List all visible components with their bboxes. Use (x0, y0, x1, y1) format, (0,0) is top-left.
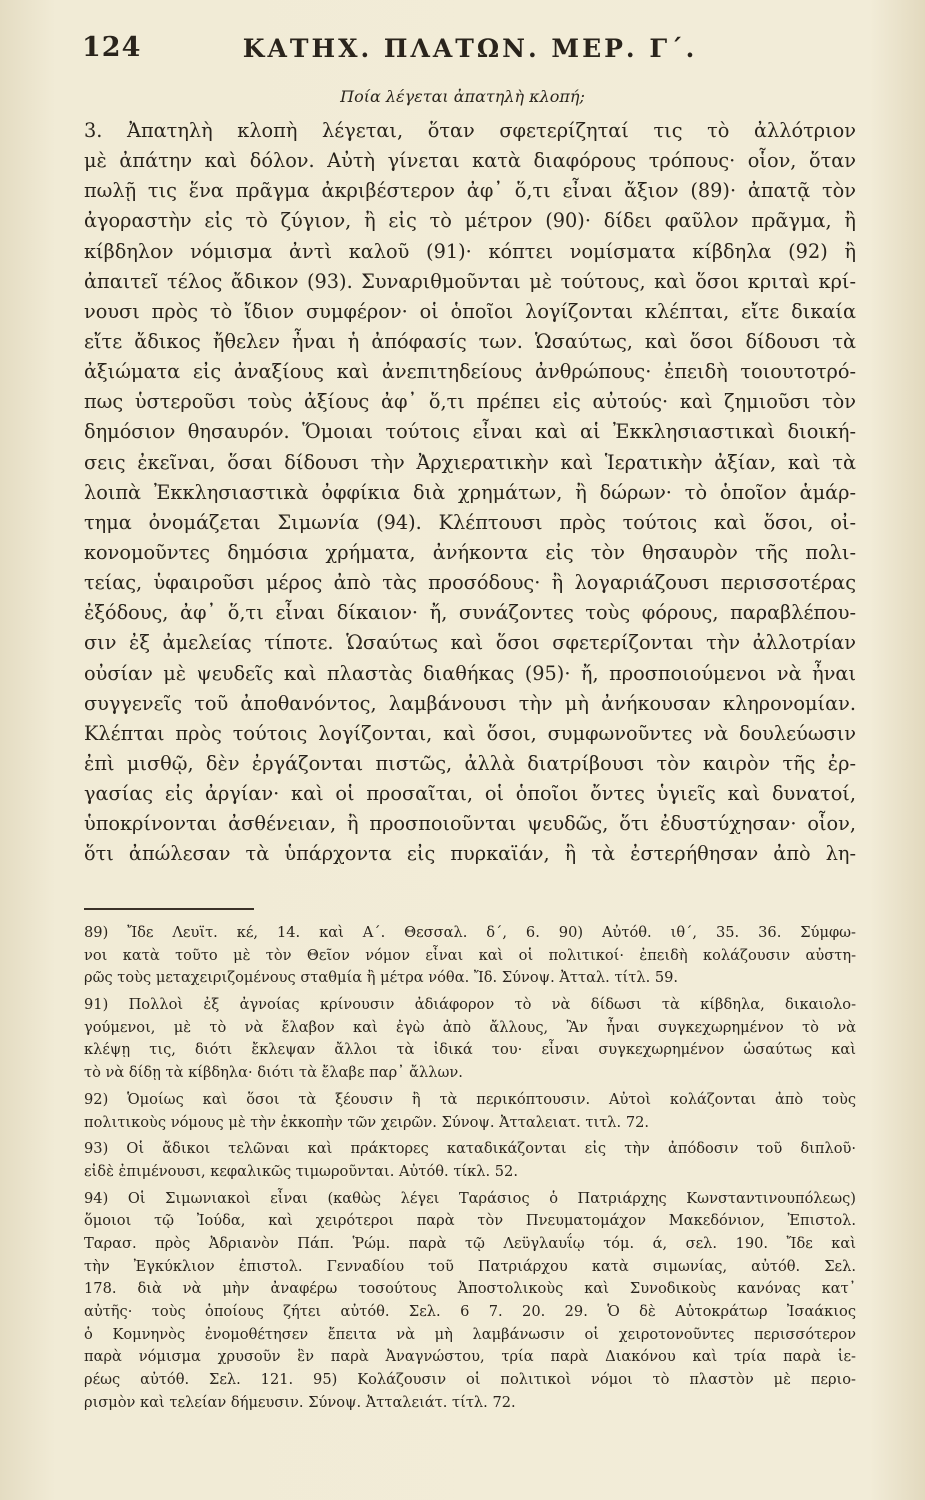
footnote-line: Ταρασ. πρὸς Ἀδριανὸν Πάπ. Ῥώμ. παρὰ τῷ Λεϋγλαυΐῳ τόμ. ά, σελ. 190. Ἴδε καὶ (84, 1234, 856, 1252)
footnote-line: 94) Οἱ Σιμωνιακοὶ εἶναι (καθὼς λέγει Ταράσιος ὁ Πατριάρχης Κωνσταντινουπόλεως) (84, 1189, 856, 1207)
body-line: ἐξόδους, ἀφ᾿ ὅ,τι εἶναι δίκαιον· ἤ, συνάζοντες τοὺς φόρους, παραβλέπου- (84, 601, 856, 625)
body-line: συγγενεῖς τοῦ ἀποθανόντος, λαμβάνουσι τὴν μὴ ἀνήκουσαν κληρονομίαν. (84, 691, 856, 715)
footnote-rule (84, 908, 254, 910)
footnote-line: 93) Οἱ ἄδικοι τελῶναι καὶ πράκτορες καταδικάζονται εἰς τὴν ἀπόδοσιν τοῦ διπλοῦ· (84, 1140, 856, 1158)
footnote-line: νοι κατὰ τοῦτο μὲ τὸν Θεῖον νόμον εἶναι καὶ οἱ πολιτικοί· ἐπειδὴ κολάζουσιν αὐστη- (84, 946, 856, 964)
main-text (84, 116, 856, 870)
running-title: ΚΑΤΗΧ. ΠΛΑΤΩΝ. ΜΕΡ. Γ΄. (242, 34, 698, 63)
body-line: Κλέπται πρὸς τούτοις λογίζονται, καὶ ὅσοι, συμφωνοῦντες νὰ δουλεύωσιν (84, 721, 856, 745)
footnote-line: πολιτικοὺς νόμους μὲ τὴν ἐκκοπὴν τῶν χειρῶν. Σύνοψ. Ἀτταλειατ. τιτλ. 72. (84, 1113, 650, 1131)
footnote-line: ρισμὸν καὶ τελείαν δήμευσιν. Σύνοψ. Ἀτταλειάτ. τίτλ. 72. (84, 1393, 516, 1411)
footnote-91 (84, 994, 856, 1085)
footnote-line: 92) Ὁμοίως καὶ ὅσοι τὰ ξέουσιν ἢ τὰ περικόπτουσιν. Αὐτοὶ κολάζονται ἀπὸ τοὺς (84, 1090, 856, 1108)
footnote-line: ὅμοιοι τῷ Ἰούδα, καὶ χειρότεροι παρὰ τὸν Πνευματομάχον Μακεδόνιον, Ἐπιστολ. (84, 1212, 856, 1230)
body-line: κίβδηλον νόμισμα ἀντὶ καλοῦ (91)· κόπτει νομίσματα κίβδηλα (92) ἢ (84, 239, 856, 263)
body-line: πωλῇ τις ἕνα πρᾶγμα ἀκριβέστερον ἀφ᾿ ὅ,τι εἶναι ἄξιον (89)· ἀπατᾷ τὸν (84, 179, 856, 203)
body-line: δημόσιον θησαυρόν. Ὅμοιαι τούτοις εἶναι καὶ αἱ Ἐκκλησιαστικαὶ διοική- (84, 420, 856, 444)
body-line: τημα ὀνομάζεται Σιμωνία (94). Κλέπτουσι πρὸς τούτοις καὶ ὅσοι, οἰ- (84, 510, 856, 534)
footnote-line: γούμενοι, μὲ τὸ νὰ ἔλαβον καὶ ἐγὼ ἀπὸ ἄλλους, Ἂν ἦναι συγκεχωρημένον τὸ νὰ (84, 1018, 856, 1036)
body-line: λοιπὰ Ἐκκλησιαστικὰ ὀφφίκια διὰ χρημάτων, ἢ δώρων· τὸ ὁποῖον ἁμάρ- (84, 480, 856, 504)
footnote-line: εἰδὲ ἐπιμένουσι, κεφαλικῶς τιμωροῦνται. Αὐτόθ. τίκλ. 52. (84, 1162, 518, 1180)
footnote-line: τὸ νὰ δίδῃ τὰ κίβδηλα· διότι τὰ ἔλαβε παρ᾿ ἄλλων. (84, 1064, 463, 1082)
footnote-line: παρὰ νόμισμα χρυσοῦν ἓν παρὰ Ἀναγνώστου, τρία παρὰ Διακόνου καὶ τρία παρὰ ἱε- (84, 1348, 856, 1366)
footnote-line: ὁ Κομνηνὸς ἐνομοθέτησεν ἔπειτα νὰ μὴ λαμβάνωσιν οἱ χειροτονοῦντες περισσότερον (84, 1325, 856, 1343)
body-line: ἀξιώματα εἰς ἀναξίους καὶ ἀνεπιτηδείους ἀνθρώπους· ἐπειδὴ τοιουτοτρό- (84, 360, 856, 384)
body-line: ἀπαιτεῖ τέλος ἄδικον (93). Συναριθμοῦνται μὲ τούτους, καὶ ὅσοι κριταὶ κρί- (84, 269, 856, 293)
footnote-line: 178. διὰ νὰ μὴν ἀναφέρω τοσούτους Ἀποστολικοὺς καὶ Συνοδικοὺς κανόνας κατ᾿ (84, 1280, 856, 1298)
body-line: ὑποκρίνονται ἀσθένειαν, ἢ προσποιοῦνται ψευδῶς, ὅτι ἐδυστύχησαν· οἷον, (84, 812, 856, 836)
footnotes (84, 922, 856, 1414)
body-line: μὲ ἀπάτην καὶ δόλον. Αὐτὴ γίνεται κατὰ διαφόρους τρόπους· οἷον, ὅταν (84, 149, 856, 173)
body-line: ἐπὶ μισθῷ, δὲν ἐργάζονται πιστῶς, ἀλλὰ διατρίβουσι τὸν καιρὸν τῆς ἐρ- (84, 751, 856, 775)
body-line: ἀγοραστὴν εἰς τὸ ζύγιον, ἢ εἰς τὸ μέτρον (90)· δίδει φαῦλον πρᾶγμα, ἢ (84, 209, 856, 233)
body-line: κονομοῦντες δημόσια χρήματα, ἀνήκοντα εἰς τὸν θησαυρὸν τῆς πολι- (84, 540, 856, 564)
body-line: πως ὑστεροῦσι τοὺς ἀξίους ἀφ᾿ ὅ,τι πρέπει εἰς αὐτούς· καὶ ζημιοῦσι τὸν (84, 390, 856, 414)
footnote-line: 91) Πολλοὶ ἐξ ἀγνοίας κρίνουσιν ἀδιάφορον τὸ νὰ δίδωσι τὰ κίβδηλα, δικαιολο- (84, 996, 856, 1014)
footnote-line: τὴν Ἐγκύκλιον ἐπιστολ. Γενναδίου τοῦ Πατριάρχου κατὰ σιμωνίας, αὐτόθ. Σελ. (84, 1257, 856, 1275)
body-line: 3. Ἀπατηλὴ κλοπὴ λέγεται, ὅταν σφετερίζηταί τις τὸ ἀλλότριον (84, 119, 856, 142)
footnote-line: 89) Ἴδε Λευϊτ. κέ, 14. καὶ Α΄. Θεσσαλ. δ΄, 6. 90) Αὐτόθ. ιθ΄, 35. 36. Σύμφω- (84, 924, 856, 941)
body-line: σεις ἐκεῖναι, ὅσαι δίδουσι τὴν Ἀρχιερατικὴν καὶ Ἱερατικὴν ἀξίαν, καὶ τὰ (84, 450, 856, 474)
footnote-line: ρέως αὐτόθ. Σελ. 121. 95) Κολάζουσιν οἱ πολιτικοὶ νόμοι τὸ πλαστὸν μὲ περιο- (84, 1371, 856, 1389)
footnote-92 (84, 1089, 856, 1134)
footnote-94-95 (84, 1188, 856, 1415)
body-line: γασίας εἰς ἀργίαν· καὶ οἱ προσαῖται, οἱ ὁποῖοι ὄντες ὑγιεῖς καὶ δυνατοί, (84, 782, 856, 806)
footnote-line: αὐτῆς· τοὺς ὁποίους ζήτει αὐτόθ. Σελ. 6 7. 20. 29. Ὁ δὲ Αὐτοκράτωρ Ἰσαάκιος (84, 1303, 856, 1320)
body-line: τείας, ὑφαιροῦσι μέρος ἀπὸ τὰς προσόδους· ἢ λογαριάζουσι περισσοτέρας (84, 571, 856, 595)
body-line: ὅτι ἀπώλεσαν τὰ ὑπάρχοντα εἰς πυρκαϊάν, ἢ τὰ ἐστερήθησαν ἀπὸ λη- (84, 842, 856, 866)
footnote-89-90 (84, 922, 856, 990)
footnote-line: κλέψῃ τις, διότι ἔκλεψαν ἄλλοι τὰ ἰδικά του· εἶναι συγκεχωρημένον ὡσαύτως καὶ (84, 1041, 856, 1059)
body-line: οὐσίαν μὲ ψευδεῖς καὶ πλαστὰς διαθήκας (95)· ἤ, προσποιούμενοι νὰ ἦναι (84, 661, 856, 685)
footnote-line: ρῶς τοὺς μεταχειριζομένους σταθμία ἢ μέτρα νόθα. Ἴδ. Σύνοψ. Ἀτταλ. τίτλ. 59. (84, 969, 679, 987)
body-line: νουσι πρὸς τὸ ἴδιον συμφέρον· οἱ ὁποῖοι λογίζονται κλέπται, εἴτε δικαία (84, 299, 856, 323)
body-line: σιν ἐξ ἀμελείας τίποτε. Ὡσαύτως καὶ ὅσοι σφετερίζονται τὴν ἀλλοτρίαν (84, 631, 856, 655)
footnote-93 (84, 1138, 856, 1183)
question-title: Ποία λέγεται ἀπατηλὴ κλοπή; (340, 87, 585, 106)
body-line: εἴτε ἄδικος ἤθελεν ἦναι ἡ ἀπόφασίς των. Ὡσαύτως, καὶ ὅσοι δίδουσι τὰ (84, 329, 856, 353)
page-number: 124 (82, 32, 142, 63)
page-header (70, 22, 870, 72)
